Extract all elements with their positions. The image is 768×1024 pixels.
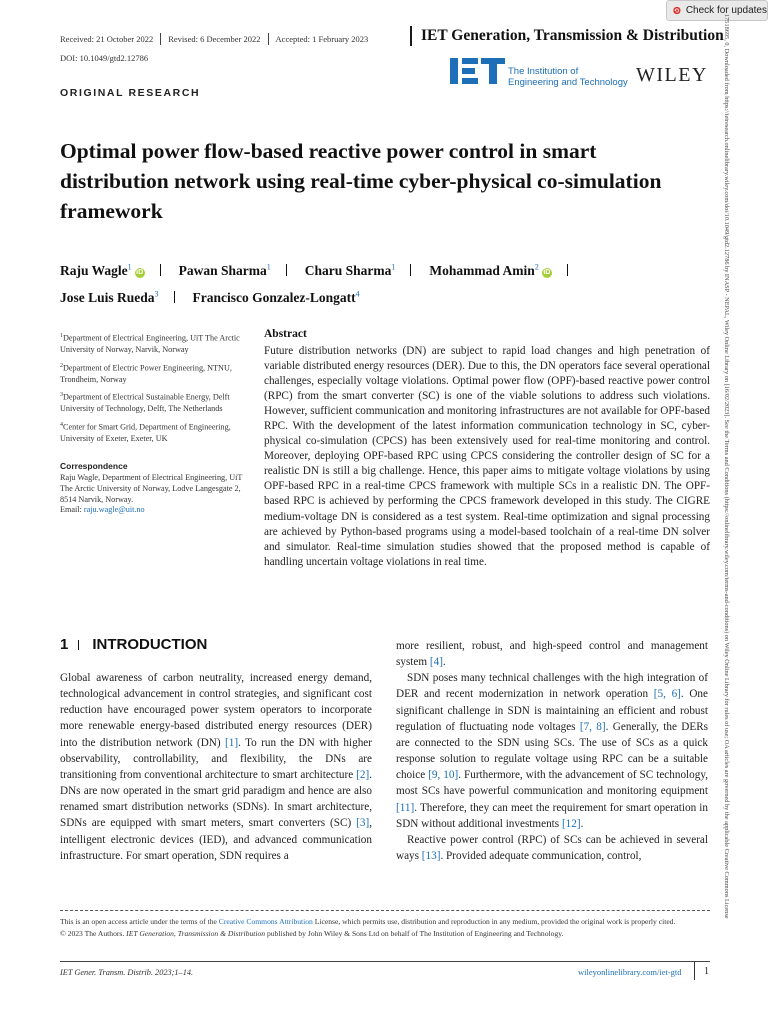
author-affiliation-sup: 3 bbox=[154, 289, 159, 299]
journal-divider bbox=[410, 26, 412, 46]
orcid-icon[interactable]: iD bbox=[136, 268, 144, 276]
reference-link[interactable]: [13] bbox=[421, 850, 441, 863]
intro-column-2 bbox=[396, 638, 708, 864]
author-name-text: Charu Sharma bbox=[304, 262, 392, 278]
reference-link[interactable]: [11] bbox=[396, 801, 415, 814]
text-run: . DNs are now operated in the smart grid paradigm and hence are also renamed smart distribution networks (SDNs). In smart architecture, SDNs are equipped with smart meters, smart converters (SC) bbox=[60, 768, 372, 830]
affiliation-2 bbox=[60, 361, 250, 385]
aff-sup: 2 bbox=[60, 363, 63, 369]
divider bbox=[694, 962, 695, 980]
dates-row bbox=[60, 33, 368, 45]
iet-line-2: Engineering and Technology bbox=[508, 77, 628, 88]
text-run: . One significant challenge in SDN is maintaining an efficient and robust regulation of fluctuating node voltages bbox=[396, 688, 708, 733]
author-name[interactable] bbox=[179, 263, 271, 278]
author-name[interactable] bbox=[60, 290, 159, 305]
iet-logo bbox=[450, 56, 506, 86]
text-run: . Furthermore, with the advancement of SC technology, most SCs have powerful communication and monitoring equipment bbox=[396, 769, 709, 798]
license-note bbox=[60, 916, 710, 939]
abstract-text: Future distribution networks (DN) are subject to rapid load changes and high penetration of variable distributed energy resources (DER). Due to this, the DN operators face several operational challenges, especially voltage violations. Optimal power flow (OPF)-based reactive power control (RPC) from the smart converter (SC) is one of the viable solutions to address such violations. However, sufficient communication and monitoring infrastructures are not available for OPF-based RPC. With the development of the latest information communication technology in SC, cyber-physical co-simulation (CPCS) has been extensively used for real-time monitoring and control. Moreover, deploying OPF-based RPC using CPCS considering the controller design of SC for a realistic DN is still a big challenge. Hence, this paper aims to mitigate voltage violations by using OPF-based RPC in a real-time CPCS framework with multiple SCs in a realistic DN. The OPF-based RPC is achieved by performing the CPCS framework developed in this study. The CIGRE medium-voltage DN is considered as a test system. Real-time optimization and signal processing are achieved by Python-based programs using a model-based toolchain of a real-time DN solver and simulator. Real-time simulation studies showed that the proposed method is capable of handling uncertain voltage violations in real time. bbox=[264, 345, 710, 568]
section-heading-introduction bbox=[60, 636, 207, 653]
text-run: . Therefore, they can meet the requirement for smart operation in SDN without additional investments bbox=[396, 801, 708, 830]
received-date: Received: 21 October 2022 bbox=[60, 34, 154, 44]
iet-line-1: The Institution of bbox=[508, 66, 579, 77]
journal-url-link[interactable]: wileyonlinelibrary.com/iet-gtd bbox=[578, 967, 682, 977]
paragraph bbox=[396, 670, 708, 832]
aff-text: Department of Electric Power Engineering, NTNU, Trondheim, Norway bbox=[60, 363, 232, 384]
affiliation-3 bbox=[60, 390, 250, 414]
affiliation-1 bbox=[60, 331, 250, 355]
reference-link[interactable]: [1] bbox=[225, 736, 239, 749]
aff-text: Department of Electrical Sustainable Energy, Delft University of Technology, Delft, The Netherlands bbox=[60, 392, 230, 413]
side-strip-text: 17518695, 0, Downloaded from https://ietresearch.onlinelibrary.wiley.com/doi/10.1049/gtd2.12786 by INASP - NEPAL, Wiley Online Library on [16/02/2023]. See the Terms and Conditions (https://onlinelibrary.wiley.com/terms-and-conditions) on Wiley Online Library for rules of use; OA articles are governed by the applicable Creative Commons License bbox=[723, 14, 730, 919]
divider bbox=[78, 640, 79, 650]
correspondence-body bbox=[60, 473, 255, 516]
text-run: . bbox=[580, 817, 584, 830]
author-name-text: Jose Luis Rueda bbox=[60, 290, 155, 305]
download-side-strip bbox=[718, 14, 732, 1009]
text-run: . bbox=[442, 656, 446, 669]
reference-link[interactable]: [2] bbox=[356, 768, 370, 781]
reference-link[interactable]: [9, 10] bbox=[428, 769, 459, 782]
license-text: License, which permits use, distribution and reproduction in any medium, provided the original work is properly cited. bbox=[312, 917, 676, 926]
author-divider bbox=[567, 264, 568, 276]
refresh-icon bbox=[673, 4, 681, 17]
license-link[interactable]: Creative Commons Attribution bbox=[218, 917, 313, 926]
affiliation-4 bbox=[60, 420, 250, 444]
reference-link[interactable]: [3] bbox=[356, 817, 370, 830]
author-affiliation-sup: 2 bbox=[534, 262, 539, 271]
text-run: . Provided adequate communication, control, bbox=[440, 850, 642, 863]
footnote-divider bbox=[60, 910, 710, 911]
aff-text: Department of Electrical Engineering, UiT The Arctic University of Norway, Narvik, Norway bbox=[60, 333, 240, 354]
copyright-journal: IET Generation, Transmission & Distribution bbox=[126, 928, 266, 938]
copyright-text: published by John Wiley & Sons Ltd on behalf of The Institution of Engineering and Technology. bbox=[265, 928, 564, 938]
author-name-text: Mohammad Amin bbox=[429, 262, 535, 278]
article-type: ORIGINAL RESEARCH bbox=[60, 87, 201, 99]
aff-sup: 4 bbox=[60, 422, 63, 428]
paragraph bbox=[396, 638, 708, 670]
divider bbox=[160, 33, 161, 45]
divider bbox=[268, 33, 269, 45]
copyright-line bbox=[60, 928, 710, 940]
text-run: . To run the DN with higher observability, controllability, and flexibility, the DNs are transitioning from conventional architecture to smart architecture bbox=[60, 736, 373, 781]
text-run: more resilient, robust, and high-speed control and management system bbox=[396, 640, 708, 669]
orcid-icon[interactable]: iD bbox=[543, 268, 551, 276]
paragraph bbox=[396, 832, 708, 864]
author-name[interactable] bbox=[60, 263, 145, 278]
aff-text: Center for Smart Grid, Department of Engineering, University of Exeter, Exeter, UK bbox=[60, 422, 231, 443]
aff-sup: 3 bbox=[60, 392, 63, 398]
doi[interactable]: DOI: 10.1049/gtd2.12786 bbox=[60, 53, 149, 63]
email-label: Email: bbox=[60, 505, 84, 515]
text-run: . Generally, the DERs are connected to the SDN using SCs. The use of SCs as a quick response solution to regulate voltage using RPC can be a suitable choice bbox=[396, 720, 709, 782]
reference-link[interactable]: [4] bbox=[429, 656, 443, 669]
author-affiliation-sup: 4 bbox=[355, 289, 360, 299]
abstract-heading: Abstract bbox=[264, 328, 307, 340]
author-list bbox=[60, 255, 710, 310]
text-run: , intelligent electronic devices (IED), and advanced communication infrastructure. For smart operation, SDN requires a bbox=[60, 817, 372, 862]
wiley-logo: WILEY bbox=[636, 64, 708, 86]
author-name-text: Pawan Sharma bbox=[178, 262, 267, 278]
reference-link[interactable]: [5, 6] bbox=[653, 688, 681, 701]
check-for-updates-button[interactable] bbox=[666, 0, 768, 21]
license-line bbox=[60, 916, 710, 928]
author-divider bbox=[160, 264, 161, 276]
author-name-text: Francisco Gonzalez-Longatt bbox=[192, 290, 356, 305]
article-title: Optimal power flow-based reactive power control in smart distribution network using real-time cyber-physical co-simulation framework bbox=[60, 139, 662, 223]
paragraph bbox=[60, 670, 372, 864]
author-name[interactable] bbox=[193, 290, 360, 305]
author-name[interactable] bbox=[305, 263, 396, 278]
accepted-date: Accepted: 1 February 2023 bbox=[275, 34, 369, 44]
revised-date: Revised: 6 December 2022 bbox=[168, 34, 261, 44]
author-name[interactable] bbox=[429, 263, 551, 278]
correspondence-heading: Correspondence bbox=[60, 461, 128, 471]
footer-divider bbox=[60, 961, 710, 962]
author-affiliation-sup: 1 bbox=[127, 262, 132, 271]
copyright-text: © 2023 The Authors. bbox=[60, 928, 127, 938]
author-divider bbox=[286, 264, 287, 276]
license-text: This is an open access article under the terms of the bbox=[60, 917, 219, 926]
section-number: 1 bbox=[60, 636, 69, 653]
journal-title: IET Generation, Transmission & Distribution bbox=[421, 27, 724, 44]
reference-link[interactable]: [7, 8] bbox=[579, 720, 606, 733]
author-affiliation-sup: 1 bbox=[391, 262, 396, 271]
reference-link[interactable]: [12] bbox=[561, 817, 581, 830]
text-run: Reactive power control (RPC) of SCs can be achieved in several ways bbox=[396, 833, 708, 863]
section-title: INTRODUCTION bbox=[92, 636, 208, 653]
intro-column-1 bbox=[60, 670, 372, 864]
text-run: SDN poses many technical challenges with the high integration of DER and recent modernization in network operation bbox=[396, 672, 708, 701]
author-divider bbox=[410, 264, 411, 276]
author-name-text: Raju Wagle bbox=[60, 262, 128, 278]
email-link[interactable]: raju.wagle@uit.no bbox=[83, 505, 145, 515]
author-divider bbox=[174, 291, 175, 303]
page-number: 1 bbox=[704, 966, 709, 977]
iet-institution-name bbox=[508, 66, 628, 88]
correspondence-address: Raju Wagle, Department of Electrical Engineering, UiT The Arctic University of Norway, Lodve Langesgate 2, 8514 Narvik, Norway. bbox=[60, 473, 243, 504]
check-updates-label: Check for updates bbox=[685, 5, 767, 16]
citation: IET Gener. Transm. Distrib. 2023;1–14. bbox=[60, 968, 194, 977]
author-affiliation-sup: 1 bbox=[266, 262, 271, 271]
aff-sup: 1 bbox=[60, 333, 63, 339]
text-run: Global awareness of carbon neutrality, increased energy demand, technological advancement in control strategies, and significant cost reduction have encouraged power system operators to incorporate more renewable energy-based distributed energy resources (DER) into the distribution network (DN) bbox=[60, 672, 372, 749]
